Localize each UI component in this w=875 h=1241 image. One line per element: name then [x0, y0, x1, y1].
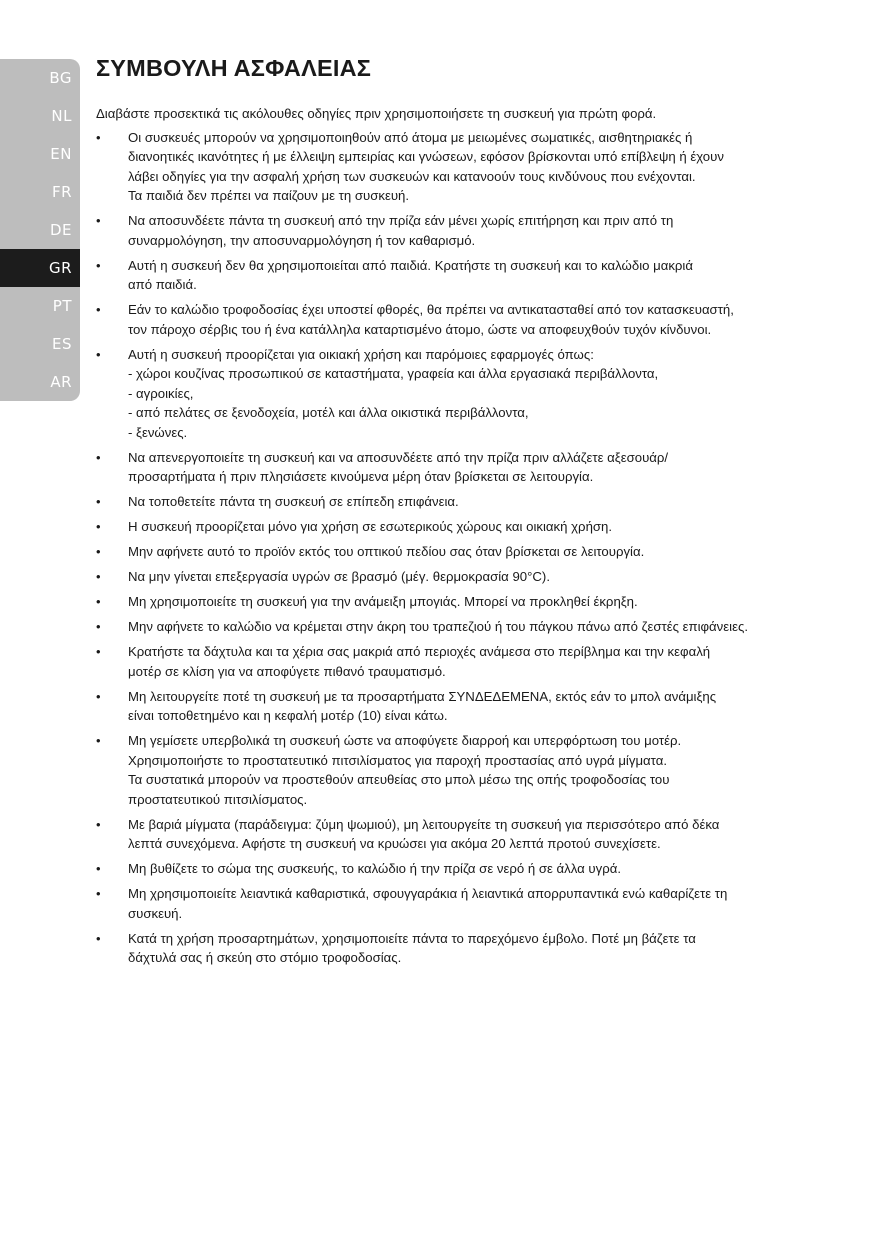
list-item — [96, 492, 831, 512]
list-item — [96, 256, 831, 295]
list-item — [96, 567, 831, 587]
safety-content — [96, 104, 831, 973]
list-item — [96, 448, 831, 487]
list-item-line: είναι τοποθετημένο και η κεφαλή μοτέρ (10) είναι κάτω. — [128, 708, 448, 723]
list-item-line: • Αυτή η συσκευή δεν θα χρησιμοποιείται από παιδιά. Κρατήστε τη συσκευή και το καλώδιο μακριά — [128, 257, 693, 273]
list-item — [96, 687, 831, 726]
language-tab-en[interactable]: EN — [0, 135, 80, 173]
list-item-line: Χρησιμοποιήστε το προστατευτικό πιτσιλίσματος για παροχή προστασίας από υγρά μίγματα. — [128, 752, 667, 768]
language-tab-ar[interactable]: AR — [0, 363, 80, 401]
list-item-line: διανοητικές ικανότητες ή με έλλειψη εμπειρίας και γνώσεων, εφόσον βρίσκονται υπό επίβλεψη ή έχουν — [128, 149, 724, 164]
list-item — [96, 617, 831, 637]
safety-list — [96, 128, 831, 968]
list-item — [96, 128, 831, 206]
list-item-line: • Μην αφήνετε το καλώδιο να κρέμεται στην άκρη του τραπεζιού ή του πάγκου πάνω από ζεστές επιφάνειες. — [128, 619, 748, 634]
list-item — [96, 642, 831, 681]
list-item — [96, 300, 831, 339]
list-item-line: • Αυτή η συσκευή προορίζεται για οικιακή χρήση και παρόμοιες εφαρμογές όπως: — [128, 346, 594, 362]
list-item-line: λάβει οδηγίες για την ασφαλή χρήση των συσκευών και κατανοούν τους κινδύνους που ενέχονται. — [128, 168, 696, 184]
language-tab-bg[interactable]: BG — [0, 59, 80, 97]
language-tab-nl[interactable]: NL — [0, 97, 80, 135]
list-item — [96, 859, 831, 879]
list-item-line: • Μη χρησιμοποιείτε λειαντικά καθαριστικά, σφουγγαράκια ή λειαντικά απορρυπαντικά ενώ καθαρίζετε τη — [128, 886, 728, 901]
list-item — [96, 929, 831, 968]
list-item — [96, 211, 831, 250]
list-item-line: μοτέρ σε κλίση για να αποφύγετε πιθανό τραυματισμό. — [128, 663, 446, 679]
list-item-line: - από πελάτες σε ξενοδοχεία, μοτέλ και άλλα οικιστικά περιβάλλοντα, — [128, 405, 529, 420]
list-item-line: • Μην αφήνετε αυτό το προϊόν εκτός του οπτικού πεδίου σας όταν βρίσκεται σε λειτουργία. — [128, 544, 645, 559]
language-tab-de[interactable]: DE — [0, 211, 80, 249]
list-item-line: συναρμολόγηση, την αποσυναρμολόγηση ή τον καθαρισμό. — [128, 232, 476, 248]
list-item-line: - αγροικίες, — [128, 385, 194, 401]
list-item-line: • Με βαριά μίγματα (παράδειγμα: ζύμη ψωμιού), μη λειτουργείτε τη συσκευή για περισσότερο από δέκα — [128, 816, 720, 832]
list-item-line: • Μη λειτουργείτε ποτέ τη συσκευή με τα προσαρτήματα ΣΥΝΔΕΔΕΜΕΝΑ, εκτός εάν το μπολ ανάμιξης — [128, 688, 717, 704]
list-item-line: • Μη γεμίσετε υπερβολικά τη συσκευή ώστε να αποφύγετε διαρροή και υπερφόρτωση του μοτέρ. — [128, 733, 682, 748]
list-item-line: δάχτυλά σας ή σκεύη στο στόμιο τροφοδοσίας. — [128, 950, 402, 965]
list-item-line: • Μη χρησιμοποιείτε τη συσκευή για την ανάμειξη μπογιάς. Μπορεί να προκληθεί έκρηξη. — [128, 594, 638, 609]
list-item-line: - ξενώνες. — [128, 424, 188, 440]
list-item-line: • Να αποσυνδέετε πάντα τη συσκευή από την πρίζα εάν μένει χωρίς επιτήρηση και πριν από τη — [128, 213, 674, 228]
list-item — [96, 884, 831, 923]
intro-text: Διαβάστε προσεκτικά τις ακόλουθες οδηγίες πριν χρησιμοποιήσετε τη συσκευή για πρώτη φορά. — [96, 106, 657, 121]
list-item-line: προστατευτικού πιτσιλίσματος. — [128, 791, 308, 807]
language-tab-gr[interactable]: GR — [0, 249, 80, 287]
list-item-line: λεπτά συνεχόμενα. Αφήστε τη συσκευή να κρυώσει για ακόμα 20 λεπτά προτού συνεχίσετε. — [128, 836, 661, 851]
list-item-line: • Να μην γίνεται επεξεργασία υγρών σε βρασμό (μέγ. θερμοκρασία 90°C). — [128, 569, 550, 584]
list-item-line: • Να τοποθετείτε πάντα τη συσκευή σε επίπεδη επιφάνεια. — [128, 494, 459, 509]
list-item-line: • Η συσκευή προορίζεται μόνο για χρήση σε εσωτερικούς χώρους και οικιακή χρήση. — [128, 519, 613, 534]
list-item — [96, 815, 831, 854]
list-item-line: από παιδιά. — [128, 277, 197, 292]
list-item-line: συσκευή. — [128, 905, 183, 921]
list-item-line: Τα συστατικά μπορούν να προστεθούν απευθείας στο μπολ μέσω της οπής τροφοδοσίας του — [128, 772, 670, 787]
list-item-line: τον πάροχο σέρβις του ή ένα κατάλληλα καταρτισμένο άτομο, ώστε να αποφευχθούν τυχόν κίνδυνοι. — [128, 321, 712, 337]
list-item — [96, 592, 831, 612]
language-tab-pt[interactable]: PT — [0, 287, 80, 325]
list-item-line: • Οι συσκευές μπορούν να χρησιμοποιηθούν από άτομα με μειωμένες σωματικές, αισθητηριακές ή — [128, 129, 693, 145]
page-title: ΣΥΜΒΟΥΛΗ ΑΣΦΑΛΕΙΑΣ — [96, 55, 372, 81]
list-item — [96, 731, 831, 809]
list-item — [96, 542, 831, 562]
language-tab-fr[interactable]: FR — [0, 173, 80, 211]
list-item — [96, 517, 831, 537]
list-item-line: • Μη βυθίζετε το σώμα της συσκευής, το καλώδιο ή την πρίζα σε νερό ή σε άλλα υγρά. — [128, 861, 622, 876]
list-item-line: Τα παιδιά δεν πρέπει να παίζουν με τη συσκευή. — [128, 188, 410, 203]
language-tabs — [0, 59, 80, 401]
list-item-line: • Κρατήστε τα δάχτυλα και τα χέρια σας μακριά από περιοχές ανάμεσα στο περίβλημα και την κεφαλή — [128, 644, 711, 659]
list-item-line: • Κατά τη χρήση προσαρτημάτων, χρησιμοποιείτε πάντα το παρεχόμενο έμβολο. Ποτέ μη βάζετε τα — [128, 930, 696, 946]
list-item-line: - χώροι κουζίνας προσωπικού σε καταστήματα, γραφεία και άλλα εργασιακά περιβάλλοντα, — [128, 366, 659, 381]
list-item-line: • Να απενεργοποιείτε τη συσκευή και να αποσυνδέετε από την πρίζα πριν αλλάζετε αξεσουάρ/ — [128, 449, 669, 465]
list-item-line: προσαρτήματα ή πριν πλησιάσετε κινούμενα μέρη όταν βρίσκεται σε λειτουργία. — [128, 469, 594, 484]
list-item — [96, 345, 831, 443]
language-tab-es[interactable]: ES — [0, 325, 80, 363]
list-item-line: • Εάν το καλώδιο τροφοδοσίας έχει υποστεί φθορές, θα πρέπει να αντικατασταθεί από τον κατασκευαστή, — [128, 302, 734, 317]
